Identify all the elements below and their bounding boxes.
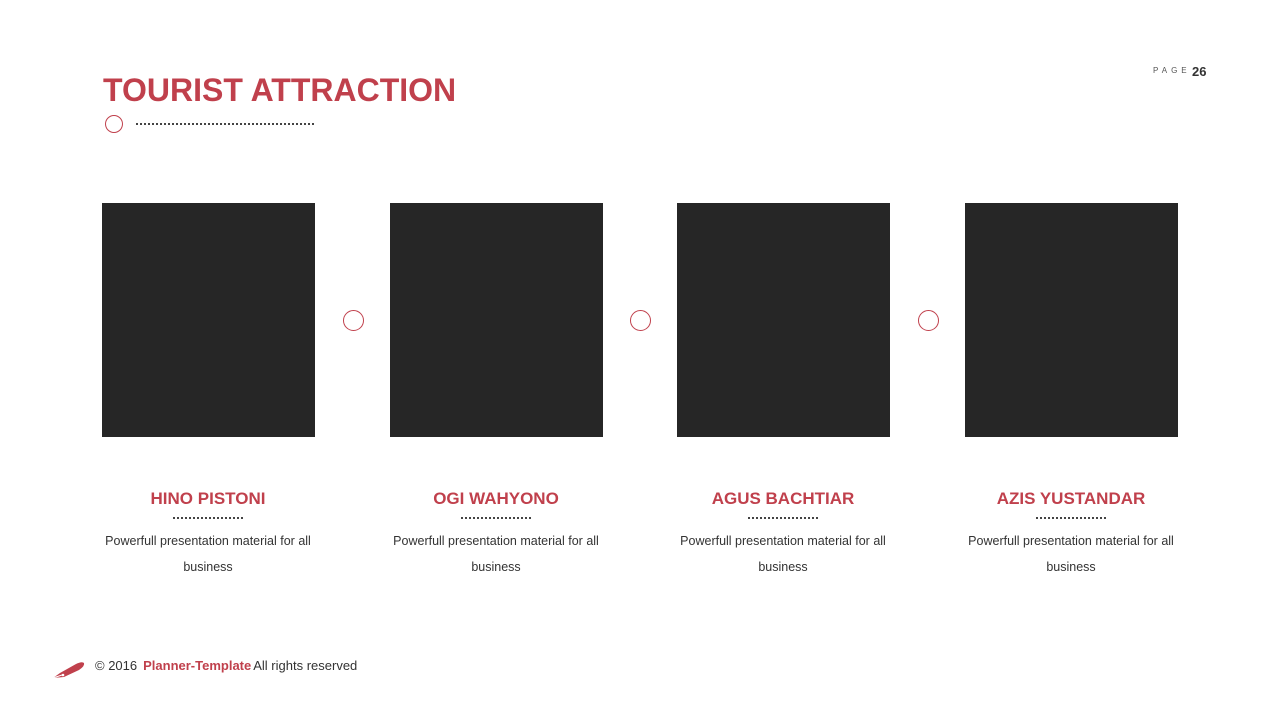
card-name-divider	[461, 517, 531, 519]
title-circle-icon	[105, 115, 123, 133]
photo-placeholder-3	[677, 203, 890, 437]
card-name: AZIS YUSTANDAR	[996, 489, 1146, 508]
card-description: Powerfull presentation material for all business	[680, 534, 886, 574]
pen-icon	[52, 660, 86, 680]
footer-brand-link[interactable]: Planner-Template	[143, 658, 252, 673]
footer	[95, 658, 357, 673]
card-name: OGI WAHYONO	[433, 489, 559, 508]
slide-title: TOURIST ATTRACTION	[103, 72, 457, 108]
card-description: Powerfull presentation material for all business	[393, 534, 599, 574]
photo-placeholder-4	[965, 203, 1178, 437]
card-name-divider	[1036, 517, 1106, 519]
footer-rights: All rights reserved	[253, 658, 358, 673]
title-dotted-divider	[136, 123, 314, 125]
card-description: Powerfull presentation material for all business	[968, 534, 1174, 574]
card-name: HINO PISTONI	[150, 489, 266, 508]
card-1	[88, 488, 328, 580]
card-3	[663, 488, 903, 580]
photo-placeholder-2	[390, 203, 603, 437]
card-2	[376, 488, 616, 580]
card-4	[951, 488, 1191, 580]
page-number: 26	[1192, 64, 1207, 79]
card-name-divider	[173, 517, 243, 519]
connector-circle-icon	[343, 310, 364, 331]
connector-circle-icon	[918, 310, 939, 331]
page-label: PAGE	[1153, 66, 1191, 75]
footer-copyright: © 2016	[95, 658, 138, 673]
connector-circle-icon	[630, 310, 651, 331]
card-description: Powerfull presentation material for all business	[105, 534, 311, 574]
card-name-divider	[748, 517, 818, 519]
card-name: AGUS BACHTIAR	[711, 489, 855, 508]
photo-placeholder-1	[102, 203, 315, 437]
